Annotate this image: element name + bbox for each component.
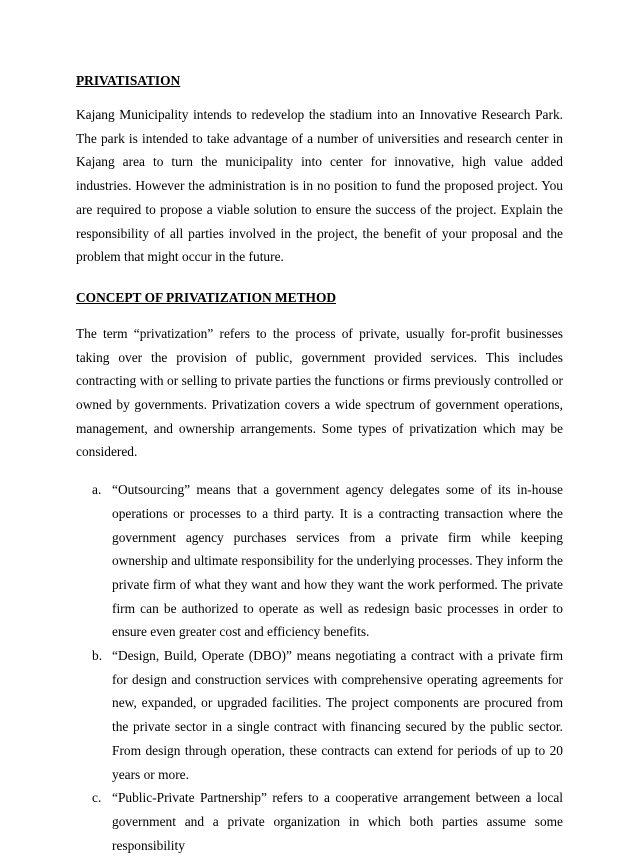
list-item-design-build-operate	[76, 644, 563, 786]
paragraph-project-brief: Kajang Municipality intends to redevelop the stadium into an Innovative Research Park. The park is intended to take advantage of a number of universities and research center in Kajang area to turn the municipality into center for innovative, high value added industries. However the administration is in no position to fund the proposed project. You are required to propose a viable solution to ensure the success of the project. Explain the responsibility of all parties involved in the project, the benefit of your proposal and the problem that might occur in the future.	[76, 107, 563, 265]
privatization-types-list	[76, 478, 563, 857]
list-marker: a.	[92, 482, 102, 498]
heading-privatisation: PRIVATISATION	[76, 73, 181, 88]
list-item-text: “Public-Private Partnership” refers to a cooperative arrangement between a local government and a private organization in which both parties assume some responsibility	[112, 790, 563, 853]
list-marker: c.	[92, 790, 102, 806]
list-item-public-private-partnership	[76, 786, 563, 857]
list-item-outsourcing	[76, 478, 563, 644]
heading-concept-of-privatization-method: CONCEPT OF PRIVATIZATION METHOD	[76, 289, 337, 305]
list-item-text: “Outsourcing” means that a government agency delegates some of its in-house operations or processes to a third party. It is a contracting transaction where the government agency purchases services from a private firm while keeping ownership and ultimate responsibility for the underlying processes. They inform the private firm of what they want and how they want the work performed. The private firm can be authorized to operate as well as redesign basic processes in order to ensure even greater cost and efficiency benefits.	[112, 482, 563, 640]
list-marker: b.	[92, 648, 103, 664]
document-page	[76, 71, 563, 857]
list-item-text: “Design, Build, Operate (DBO)” means negotiating a contract with a private firm for design and construction services with comprehensive operating agreements for new, expanded, or upgraded facilities. The project components are procured from the private sector in a single contract with financing secured by the public sector. From design through operation, these contracts can extend for periods of up to 20 years or more.	[112, 648, 563, 782]
paragraph-privatization-definition: The term “privatization” refers to the process of private, usually for-profit businesses taking over the provision of public, government provided services. This includes contracting with or selling to private parties the functions or firms previously controlled or owned by governments. Privatization covers a wide spectrum of government operations, management, and ownership arrangements. Some types of privatization which may be considered.	[76, 325, 563, 460]
